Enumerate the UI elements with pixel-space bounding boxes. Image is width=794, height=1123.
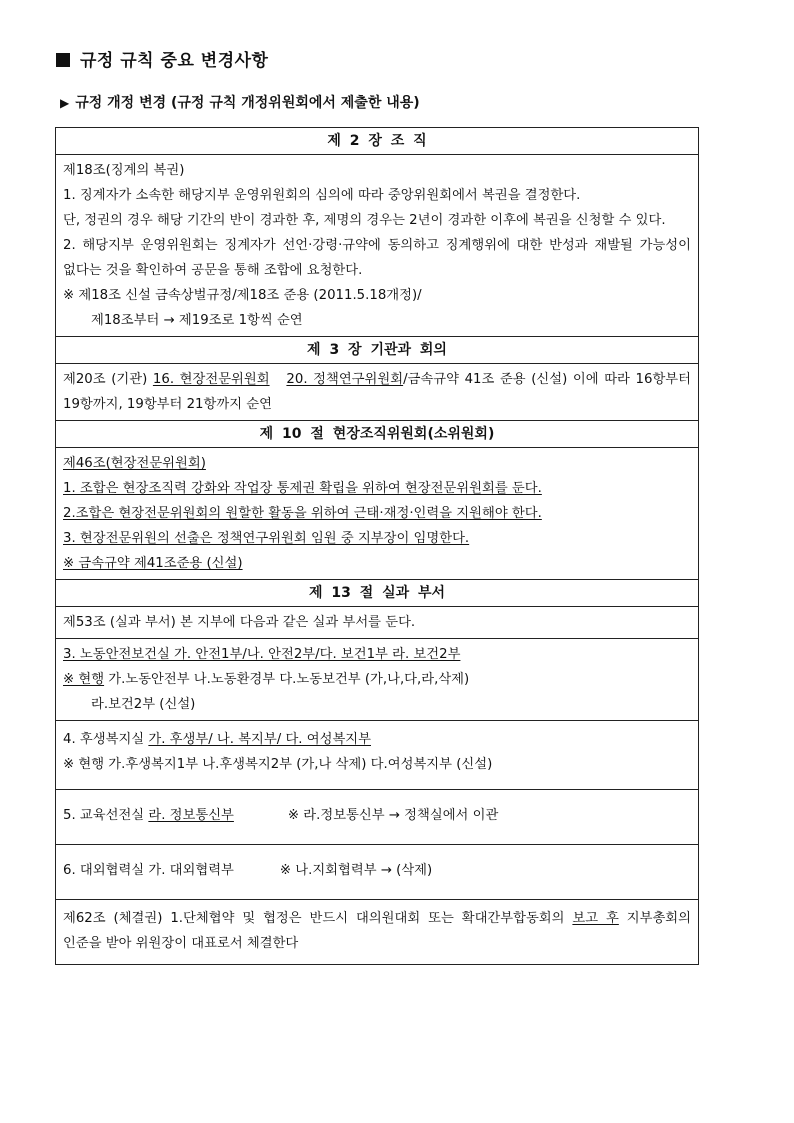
art46-body — [56, 448, 699, 580]
item5-body — [56, 790, 699, 845]
art20-body — [56, 364, 699, 421]
page-subheading-text: 규정 개정 변경 (규정 규칙 개정위원회에서 제출한 내용) — [75, 95, 420, 111]
item4-note: ※ 현행 가.후생복지1부 나.후생복지2부 (가,나 삭제) 다.여성복지부 (신설) — [63, 757, 493, 772]
art20-prefix: 제20조 (기관) — [63, 372, 153, 387]
art53-text: 제53조 (실과 부서) 본 지부에 다음과 같은 실과 부서를 둔다. — [56, 607, 699, 639]
page-heading-text: 규정 규칙 중요 변경사항 — [80, 51, 269, 71]
art18-note-2: 제18조부터 → 제19조로 1항씩 순연 — [91, 313, 303, 328]
item6-note: ※ 나.지회협력부 → (삭제) — [279, 863, 433, 878]
item4-body — [56, 721, 699, 790]
art46-note: ※ 금속규약 제41조준용 (신설) — [63, 556, 243, 571]
art62-report: 보고 후 — [572, 911, 619, 926]
item3-note-new: 라.보건2부 (신설) — [91, 697, 196, 712]
art18-paragraph-1: 1. 징계자가 소속한 해당지부 운영위원회의 심의에 따라 중앙위원회에서 복권을 결정한다. — [63, 188, 581, 203]
art18-paragraph-3: 2. 해당지부 운영위원회는 징계자가 선언·강령·규약에 동의하고 징계행위에 대한 반성과 재발될 가능성이 없다는 것을 확인하여 공문을 통해 조합에 요청한다. — [63, 238, 691, 278]
square-bullet-icon — [56, 53, 70, 67]
chapter3-title: 제 3 장 기관과 회의 — [56, 337, 699, 364]
triangle-bullet-icon: ▶ — [60, 96, 70, 110]
item4-prefix: 4. 후생복지실 — [63, 732, 149, 747]
section13-title: 제 13 절 실과 부서 — [56, 580, 699, 607]
item3-line: 3. 노동안전보건실 가. 안전1부/나. 안전2부/다. 보건1부 라. 보건2부 — [63, 647, 461, 662]
chapter2-title: 제 2 장 조 직 — [56, 128, 699, 155]
art46-paragraph-1: 1. 조합은 현장조직력 강화와 작업장 통제권 확립을 위하여 현장전문위원회를 둔다. — [63, 481, 542, 496]
item4-units: 가. 후생부/ 나. 복지부/ 다. 여성복지부 — [148, 732, 371, 747]
item3-note-detail: 가.노동안전부 나.노동환경부 다.노동보건부 (가,나,다,라,삭제) — [104, 672, 470, 687]
chapter2-body — [56, 155, 699, 337]
art18-note-1: ※ 제18조 신설 금속상벌규정/제18조 준용 (2011.5.18개정)/ — [63, 288, 422, 303]
page-heading — [56, 46, 268, 71]
art18-paragraph-2: 단, 정권의 경우 해당 기간의 반이 경과한 후, 제명의 경우는 2년이 경과한 이후에 복권을 신청할 수 있다. — [63, 213, 666, 228]
changes-table — [55, 127, 699, 965]
item3-note-current: ※ 현행 — [63, 672, 105, 687]
art46-paragraph-3: 3. 현장전문위원의 선출은 정책연구위원회 임원 중 지부장이 임명한다. — [63, 531, 470, 546]
art62-prefix: 제62조 (체결권) 1.단체협약 및 협정은 반드시 대의원대회 또는 확대간부합동회의 — [63, 911, 573, 926]
art46-title: 제46조(현장전문위원회) — [63, 456, 206, 471]
art20-rest: /금속규약 41조 준용 (신설) 이에 따라 16항부터 19항까지, 19항부터 21항까지 순연 — [63, 372, 691, 412]
item5-note: ※ 라.정보통신부 → 정책실에서 이관 — [287, 808, 499, 823]
art62-body — [56, 900, 699, 965]
item6-main: 6. 대외협력실 가. 대외협력부 — [63, 863, 234, 878]
item6-body — [56, 845, 699, 900]
art46-paragraph-2: 2.조합은 현장전문위원회의 원할한 활동을 위하여 근태·재정·인력을 지원해야 한다. — [63, 506, 542, 521]
page-subheading — [60, 92, 420, 112]
item3-body — [56, 639, 699, 721]
art18-title: 제18조(징계의 복권) — [63, 163, 185, 178]
item5-unit: 라. 정보통신부 — [148, 808, 234, 823]
section10-title: 제 10 절 현장조직위원회(소위원회) — [56, 421, 699, 448]
item5-prefix: 5. 교육선전실 — [63, 808, 149, 823]
art20-item-16: 16. 현장전문위원회 — [152, 372, 270, 387]
art20-item-20: 20. 정책연구위원회 — [286, 372, 404, 387]
art62-rest: 지부총회의 인준을 받아 위원장이 대표로서 체결한다 — [63, 911, 691, 951]
